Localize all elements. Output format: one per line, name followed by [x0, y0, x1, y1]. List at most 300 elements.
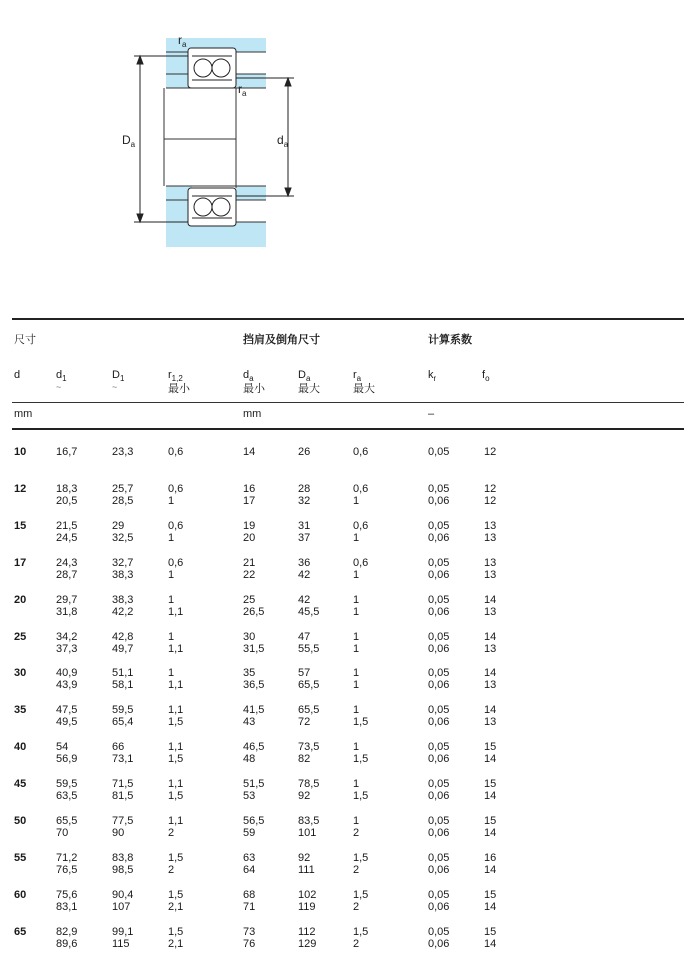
ra-value: 1 [353, 704, 360, 716]
kr-cell [428, 446, 449, 458]
f0-cell [484, 852, 496, 876]
ra-cell [353, 852, 368, 876]
f0-value: 15 [484, 815, 497, 827]
kr-value: 0,06 [428, 753, 450, 765]
D1-cell [112, 815, 133, 839]
D1-value: 59,5 [112, 704, 134, 716]
f0-value: 14 [484, 864, 497, 876]
r12-cell [168, 594, 183, 618]
kr-value: 0,05 [428, 594, 450, 606]
D1-value: 65,4 [112, 716, 134, 728]
d1-value: 24,5 [56, 532, 78, 544]
ra-cell [353, 704, 368, 728]
da-value: 46,5 [243, 741, 265, 753]
f0-value: 14 [484, 631, 497, 643]
da-label: $d_a$ [277, 133, 289, 149]
d1-value: 29,7 [56, 594, 78, 606]
d1-value: 28,7 [56, 569, 78, 581]
r12-cell [168, 815, 183, 839]
ra-cell [353, 778, 368, 802]
ra-value: 1,5 [353, 753, 369, 765]
col-header-ra: $r_a$ 最大 [353, 369, 375, 395]
d1-value: 37,3 [56, 643, 78, 655]
r12-value: 0,6 [168, 483, 184, 495]
D1-value: 58,1 [112, 679, 134, 691]
da-cell [243, 741, 264, 765]
da-value: 53 [243, 790, 256, 802]
da-value: 73 [243, 926, 256, 938]
da-value: 43 [243, 716, 256, 728]
r12-value: 1 [168, 631, 175, 643]
r12-cell [168, 889, 183, 913]
d1-value: 47,5 [56, 704, 78, 716]
kr-value: 0,05 [428, 557, 450, 569]
d1-value: 54 [56, 741, 69, 753]
ra-value: 0,6 [353, 520, 369, 532]
D1-cell [112, 631, 133, 655]
d1-value: 75,6 [56, 889, 78, 901]
Da-value: 37 [298, 532, 311, 544]
Da-value: 101 [298, 827, 317, 839]
Da-value: 102 [298, 889, 317, 901]
da-cell [243, 778, 264, 802]
d1-value: 71,2 [56, 852, 78, 864]
r12-cell [168, 446, 183, 458]
D1-cell [112, 594, 133, 618]
da-value: 35 [243, 667, 256, 679]
f0-value: 15 [484, 778, 497, 790]
da-value: 41,5 [243, 704, 265, 716]
bore-diameter-cell: 40 [14, 741, 27, 753]
col-header-D1: $D_1$ ~ [112, 369, 125, 392]
da-cell [243, 631, 264, 655]
da-value: 48 [243, 753, 256, 765]
f0-value: 15 [484, 741, 497, 753]
da-value: 31,5 [243, 643, 265, 655]
d1-value: 76,5 [56, 864, 78, 876]
D1-value: 99,1 [112, 926, 134, 938]
d1-value: 49,5 [56, 716, 78, 728]
r12-cell [168, 631, 183, 655]
r12-value: 1,5 [168, 790, 184, 802]
r12-value: 0,6 [168, 446, 184, 458]
f0-value: 13 [484, 532, 497, 544]
bore-diameter-cell: 30 [14, 667, 27, 679]
da-cell [243, 815, 264, 839]
kr-value: 0,06 [428, 716, 450, 728]
ra-value: 1 [353, 495, 360, 507]
bore-diameter-cell: 50 [14, 815, 27, 827]
da-value: 56,5 [243, 815, 265, 827]
ra-value: 0,6 [353, 557, 369, 569]
r12-value: 2,1 [168, 901, 184, 913]
da-cell [243, 557, 255, 581]
D1-value: 38,3 [112, 569, 134, 581]
Da-value: 45,5 [298, 606, 320, 618]
d1-value: 16,7 [56, 446, 78, 458]
kr-cell [428, 557, 449, 581]
ra-value: 2 [353, 827, 360, 839]
group-abutment-label: 挡肩及倒角尺寸 [243, 333, 320, 346]
f0-cell [484, 704, 496, 728]
f0-value: 13 [484, 606, 497, 618]
kr-value: 0,06 [428, 864, 450, 876]
kr-value: 0,06 [428, 790, 450, 802]
Da-cell [298, 704, 319, 728]
kr-cell [428, 594, 449, 618]
ra-value: 1 [353, 778, 360, 790]
d1-cell [56, 631, 77, 655]
ra-cell [353, 926, 368, 950]
f0-value: 14 [484, 938, 497, 950]
f0-value: 14 [484, 594, 497, 606]
ra-cell [353, 889, 368, 913]
da-value: 16 [243, 483, 256, 495]
d1-cell [56, 704, 77, 728]
Da-value: 47 [298, 631, 311, 643]
da-cell [243, 446, 255, 458]
d1-cell [56, 926, 77, 950]
D1-cell [112, 852, 133, 876]
D1-value: 73,1 [112, 753, 134, 765]
col-header-d1: $d_1$ ~ [56, 369, 67, 392]
d1-value: 21,5 [56, 520, 78, 532]
d1-value: 65,5 [56, 815, 78, 827]
r12-value: 1 [168, 495, 175, 507]
unit-mm-1: mm [14, 408, 33, 420]
f0-value: 14 [484, 790, 497, 802]
D1-value: 98,5 [112, 864, 134, 876]
kr-value: 0,06 [428, 827, 450, 839]
D1-value: 81,5 [112, 790, 134, 802]
Da-label: $D_a$ [122, 133, 136, 149]
r12-value: 0,6 [168, 557, 184, 569]
kr-value: 0,06 [428, 679, 450, 691]
bore-diameter-cell: 10 [14, 446, 27, 458]
da-value: 17 [243, 495, 256, 507]
f0-cell [484, 631, 496, 655]
f0-value: 14 [484, 753, 497, 765]
kr-value: 0,06 [428, 938, 450, 950]
da-value: 25 [243, 594, 256, 606]
r12-cell [168, 667, 183, 691]
r12-cell [168, 852, 183, 876]
col-header-r12: $r_{1,2}$ 最小 [168, 369, 190, 395]
bore-diameter-cell: 12 [14, 483, 27, 495]
da-value: 36,5 [243, 679, 265, 691]
da-cell [243, 889, 255, 913]
bore-diameter-cell: 15 [14, 520, 27, 532]
f0-cell [484, 815, 496, 839]
d1-value: 63,5 [56, 790, 78, 802]
Da-value: 92 [298, 852, 311, 864]
D1-value: 90 [112, 827, 125, 839]
D1-cell [112, 520, 133, 544]
da-value: 26,5 [243, 606, 265, 618]
da-value: 59 [243, 827, 256, 839]
d1-cell [56, 815, 77, 839]
kr-cell [428, 778, 449, 802]
Da-value: 57 [298, 667, 311, 679]
Da-value: 73,5 [298, 741, 320, 753]
ra-value: 1 [353, 741, 360, 753]
D1-value: 28,5 [112, 495, 134, 507]
D1-value: 23,3 [112, 446, 134, 458]
ra-value: 1,5 [353, 852, 369, 864]
kr-value: 0,05 [428, 926, 450, 938]
bore-diameter-cell: 17 [14, 557, 27, 569]
D1-value: 77,5 [112, 815, 134, 827]
da-value: 22 [243, 569, 256, 581]
kr-cell [428, 483, 449, 507]
ra-value: 2 [353, 938, 360, 950]
Da-value: 82 [298, 753, 311, 765]
da-cell [243, 594, 264, 618]
d1-value: 59,5 [56, 778, 78, 790]
ra-value: 1,5 [353, 790, 369, 802]
d1-value: 82,9 [56, 926, 78, 938]
da-cell [243, 926, 255, 950]
f0-cell [484, 520, 496, 544]
kr-value: 0,06 [428, 901, 450, 913]
Da-cell [298, 667, 319, 691]
group-dimensions-label: 尺寸 [14, 333, 36, 346]
Da-cell [298, 594, 319, 618]
f0-cell [484, 926, 496, 950]
D1-cell [112, 741, 133, 765]
kr-value: 0,06 [428, 495, 450, 507]
r12-cell [168, 778, 183, 802]
r12-value: 1,5 [168, 926, 184, 938]
r12-value: 1,5 [168, 716, 184, 728]
f0-cell [484, 778, 496, 802]
da-value: 76 [243, 938, 256, 950]
Da-value: 42 [298, 569, 311, 581]
d1-value: 40,9 [56, 667, 78, 679]
Da-cell [298, 741, 319, 765]
da-value: 21 [243, 557, 256, 569]
D1-cell [112, 926, 133, 950]
r12-value: 1 [168, 569, 175, 581]
D1-value: 38,3 [112, 594, 134, 606]
Da-value: 26 [298, 446, 311, 458]
header-mid-rule [12, 402, 684, 403]
kr-value: 0,05 [428, 889, 450, 901]
r12-value: 1,5 [168, 852, 184, 864]
ra-value: 1,5 [353, 716, 369, 728]
f0-cell [484, 889, 496, 913]
f0-value: 13 [484, 716, 497, 728]
Da-value: 72 [298, 716, 311, 728]
kr-value: 0,05 [428, 852, 450, 864]
D1-cell [112, 483, 133, 507]
ra-cell [353, 520, 368, 544]
Da-cell [298, 483, 310, 507]
Da-cell [298, 631, 319, 655]
unit-dash: – [428, 408, 435, 420]
f0-value: 14 [484, 827, 497, 839]
kr-value: 0,05 [428, 667, 450, 679]
ra-mid-label: $r_a$ [238, 82, 247, 98]
Da-value: 83,5 [298, 815, 320, 827]
da-cell [243, 483, 255, 507]
d1-value: 31,8 [56, 606, 78, 618]
D1-value: 83,8 [112, 852, 134, 864]
Da-cell [298, 778, 319, 802]
ra-value: 2 [353, 901, 360, 913]
da-value: 63 [243, 852, 256, 864]
ra-cell [353, 741, 368, 765]
d1-cell [56, 889, 77, 913]
D1-value: 71,5 [112, 778, 134, 790]
kr-cell [428, 704, 449, 728]
ra-cell [353, 667, 359, 691]
col-header-f0: $f_o$ [482, 369, 490, 383]
D1-cell [112, 446, 133, 458]
f0-value: 14 [484, 667, 497, 679]
d1-cell [56, 520, 77, 544]
d1-cell [56, 852, 77, 876]
Da-cell [298, 852, 315, 876]
Da-value: 42 [298, 594, 311, 606]
r12-value: 1 [168, 532, 175, 544]
Da-cell [298, 446, 310, 458]
kr-cell [428, 741, 449, 765]
f0-value: 13 [484, 557, 497, 569]
f0-value: 14 [484, 704, 497, 716]
D1-value: 51,1 [112, 667, 134, 679]
d1-cell [56, 741, 77, 765]
col-header-da: $d_a$ 最小 [243, 369, 265, 395]
ra-value: 1 [353, 631, 360, 643]
r12-value: 1,5 [168, 753, 184, 765]
bore-diameter-cell: 45 [14, 778, 27, 790]
kr-value: 0,05 [428, 483, 450, 495]
ra-cell [353, 557, 368, 581]
r12-cell [168, 741, 183, 765]
D1-cell [112, 778, 133, 802]
D1-value: 29 [112, 520, 125, 532]
D1-value: 42,2 [112, 606, 134, 618]
Da-value: 32 [298, 495, 311, 507]
d1-cell [56, 483, 77, 507]
da-cell [243, 520, 255, 544]
da-cell [243, 704, 264, 728]
f0-value: 13 [484, 643, 497, 655]
ra-cell [353, 483, 368, 507]
r12-value: 2,1 [168, 938, 184, 950]
f0-value: 14 [484, 901, 497, 913]
r12-cell [168, 926, 183, 950]
da-value: 14 [243, 446, 256, 458]
D1-cell [112, 557, 133, 581]
kr-cell [428, 926, 449, 950]
D1-value: 32,5 [112, 532, 134, 544]
r12-value: 1,1 [168, 778, 184, 790]
f0-cell [484, 446, 496, 458]
bore-diameter-cell: 60 [14, 889, 27, 901]
Da-value: 65,5 [298, 679, 320, 691]
f0-value: 12 [484, 446, 497, 458]
D1-value: 42,8 [112, 631, 134, 643]
d1-cell [56, 446, 77, 458]
r12-value: 1,1 [168, 704, 184, 716]
f0-value: 13 [484, 520, 497, 532]
kr-cell [428, 667, 449, 691]
d1-cell [56, 778, 77, 802]
Da-value: 65,5 [298, 704, 320, 716]
f0-value: 13 [484, 679, 497, 691]
D1-value: 66 [112, 741, 125, 753]
bore-diameter-cell: 65 [14, 926, 27, 938]
D1-cell [112, 667, 133, 691]
kr-value: 0,05 [428, 446, 450, 458]
ra-value: 1,5 [353, 889, 369, 901]
f0-value: 16 [484, 852, 497, 864]
Da-value: 36 [298, 557, 311, 569]
Da-value: 92 [298, 790, 311, 802]
d1-value: 24,3 [56, 557, 78, 569]
da-cell [243, 667, 264, 691]
kr-value: 0,06 [428, 643, 450, 655]
da-value: 71 [243, 901, 256, 913]
Da-cell [298, 557, 310, 581]
kr-cell [428, 815, 449, 839]
da-cell [243, 852, 255, 876]
r12-value: 1,1 [168, 643, 184, 655]
Da-value: 119 [298, 901, 316, 913]
d1-value: 18,3 [56, 483, 78, 495]
D1-value: 115 [112, 938, 130, 950]
unit-mm-2: mm [243, 408, 262, 420]
kr-cell [428, 520, 449, 544]
D1-value: 25,7 [112, 483, 134, 495]
table-top-rule [12, 318, 684, 320]
kr-value: 0,05 [428, 778, 450, 790]
da-value: 51,5 [243, 778, 265, 790]
f0-value: 15 [484, 889, 497, 901]
f0-cell [484, 667, 496, 691]
header-bottom-rule [12, 428, 684, 430]
D1-value: 107 [112, 901, 131, 913]
Da-value: 112 [298, 926, 316, 938]
Da-cell [298, 926, 316, 950]
Da-cell [298, 889, 316, 913]
bearing-top [188, 48, 236, 88]
d1-cell [56, 557, 77, 581]
D1-cell [112, 704, 133, 728]
ra-value: 1 [353, 532, 360, 544]
d1-value: 34,2 [56, 631, 78, 643]
r12-value: 1,1 [168, 815, 184, 827]
Da-value: 111 [298, 864, 315, 876]
ra-cell [353, 594, 359, 618]
ra-cell [353, 631, 359, 655]
da-value: 64 [243, 864, 256, 876]
Da-value: 31 [298, 520, 311, 532]
col-header-kr: $k_r$ [428, 369, 437, 383]
Da-value: 78,5 [298, 778, 320, 790]
group-factors-label: 计算系数 [428, 333, 472, 346]
f0-cell [484, 594, 496, 618]
bore-diameter-cell: 25 [14, 631, 27, 643]
r12-value: 1,1 [168, 606, 184, 618]
r12-value: 2 [168, 827, 175, 839]
ra-value: 1 [353, 679, 360, 691]
kr-value: 0,05 [428, 741, 450, 753]
da-value: 68 [243, 889, 256, 901]
Da-cell [298, 520, 310, 544]
